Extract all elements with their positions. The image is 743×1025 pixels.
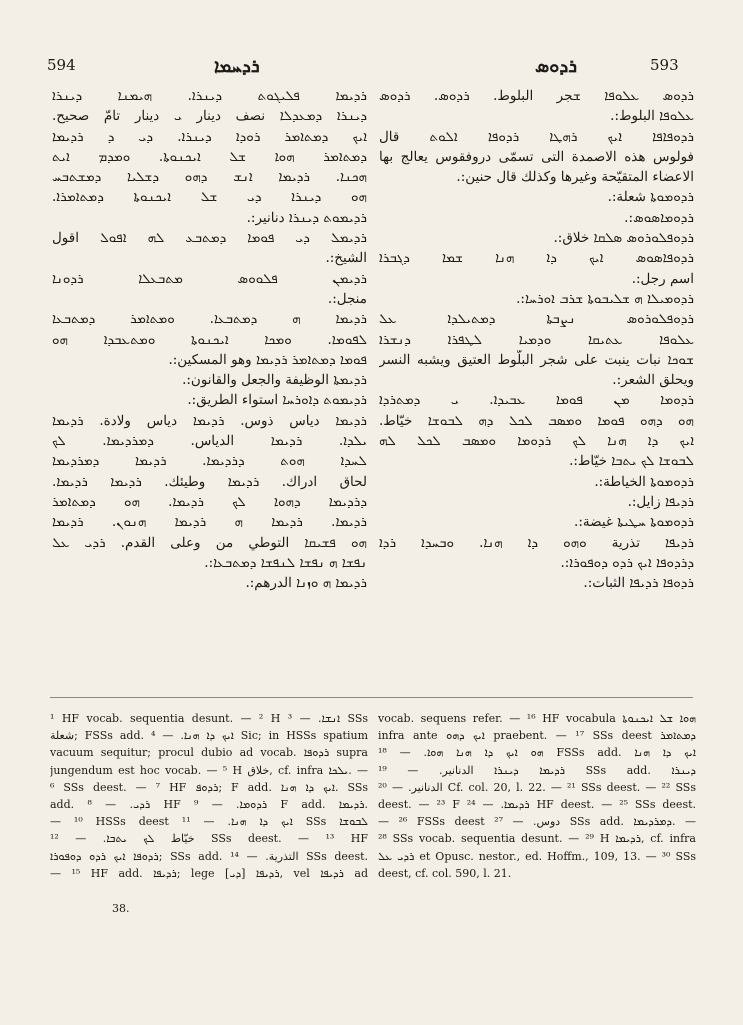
footnote-line: ܪܕܘܦܐ ܐܝܟ ܪܕܘ ܕܘܦܘܪܐ; SSs add. التذرية. — ¹⁴ SSs deest. [50, 849, 368, 863]
footnote-line: jungendum est hoc vocab. — ⁵ H خلاق, cf. infra ܝܠܟܐ. — [50, 763, 368, 777]
text-line: ܪܕܝܡܠ ܕܝ ܦܘܡܐ ܕܡܬܒܥ ܠܗ ܐܦܘܠ اقول [52, 230, 367, 247]
text-line: ܠܚܕܐ ܗܘܬ ܕܪܕܝܡܐ. ܪܕܝܡܐ ܕܡܪܕܝܡܐ [52, 453, 367, 470]
text-line: ܥܠܘܦܐ ܥܬܝܩܐ ܘܕܡܝܐ ܠܛܦܪܐ ܕܢܫܪܐ [379, 331, 694, 348]
text-line: ܐܝܟ ܕܐ ܗܢܐ ܠܟ ܪܕܘܡܐ ܘܡܣܒ ܠܟܠ ܠܗ [379, 433, 694, 450]
text-line: ܪܕܘܡܐܣܘܣ:. [624, 209, 694, 226]
running-title-left: ܪܕܚܡܐ [214, 56, 260, 77]
footnote-line: خيّاط ܠܟ ܝܬܒܐ. — ¹² SSs deest. — ¹³ HF [50, 832, 368, 846]
text-line: ܪܕܘܦܐܣܘܣ ܐܝܟ ܕܐ ܗܢܐ ܫܡܐ ܕܓܒܪܐ [379, 250, 694, 267]
text-line: ܪܕܝܡܐ ܦܠܝܓܘܬ ܕܝܢܪܐ. ܗܝܡܢܐ ܕܝܢܪܐ [52, 88, 367, 104]
text-line: ܪܕܘܦܠܘܪܘܣ ܢܨܒܬܐ ܕܡܬܝܠܕܐ ܥܠ [379, 311, 694, 328]
footnote-line: infra ante ܐܝܟ ܕܗܘ praebent. — ¹⁷ SSs deest ܕܡܬܐܡܪ [378, 729, 696, 743]
footnote-line: ¹ HF vocab. sequentia desunt. — ² H ܐܢܫܐ. — ³ SSs [50, 712, 368, 725]
text-line: الشيخ:. [325, 250, 367, 267]
text-line: ܐܝܟ ܕܡܬܐܡܪ ܪܘܕܐ ܕܝܢܪܐ. ܕܝ ܕ ܪܕܝܡܐ [52, 128, 367, 145]
text-line: ܠܒܘܫܐ ܠܟ ܝܬܒܐ خيّاط:. [569, 453, 694, 470]
text-line: ܪܕܝܡܐ ܗ ܕܡܬܒܥܐ. ܘܡܬܐܡܪ ܕܡܬܒܥܐ [52, 311, 367, 328]
text-line: ܝܠܕܐ. ܪܕܝܡܐ الدياس. ܕܡܪܕܝܡܐ. ܠܟ [52, 433, 367, 450]
footnote-line: — ²⁶ FSSs deest دوس. — ²⁷ SSs add. ܕܡܪܕܝܡܐ. — [378, 815, 696, 829]
footnote-line: شعلة; FSSs add. ܐܝܟ ܕܐ ܗܢܐ. — ⁴ Sic; in HSSs spatium [50, 729, 368, 743]
text-line: ويحلق الشعر:. [612, 372, 694, 389]
text-line: اسم رجل:. [631, 270, 694, 287]
footnote-divider [50, 697, 693, 698]
text-line: ܪܕܝܡܘܬ ܕܐܘܪܚܐ استواء الطريق:. [187, 392, 367, 409]
text-line: ܕܝܢܪܐ ܕܡܥܕܠܐ نصف دينار ܝ دينار تامّ صحيح. [52, 108, 367, 125]
text-line: الاعضاء المتقيّحة وغيرها وكذلك قال حنين:. [456, 169, 694, 186]
text-line: ܪܕܝܦܐ تذرية ܘܗܘ ܕܐ ܗܢܐ. ܘܒܚܕܐ ܪܕܐ [379, 534, 694, 551]
text-line: ܪܕܘܦܠܘܪܘܣ ܣܠܩܐ خلاق:. [553, 230, 694, 247]
text-line: ܕܪܕܝܡܐ ܕܗܘܐ ܠܟ ܪܕܝܡܐ. ܗܘ ܕܡܬܐܡܪ [52, 493, 367, 510]
text-line: ܪܕܘܡܐ ܡܢ ܦܘܡܐ ܥܒܝܕܐ. ܝ ܕܡܬܪܕܐ [379, 392, 694, 409]
text-line: ܫܘܟܐ نبات ينبت على شجر البلّوط العتيق ويشبه النسر [379, 351, 694, 368]
footnote-line: — ¹⁰ HSSs deest ܐܝܟ ܕܐ ܗܢܐ. — ¹¹ SSs ܠܒܘܫܐ [50, 815, 368, 829]
text-line: لحاق ادراك. ܪܕܝܡܐ وطيئك. ܪܕܝܡܐ ܪܕܝܡܐ. [52, 473, 367, 490]
left-text-column [52, 86, 367, 593]
text-line: ܪܕܘܡܘܬܐ ܚܛܝܬܐ غيضة:. [574, 514, 694, 531]
footnote-line: vocab. sequens refer. — ¹⁶ HF vocabula ܗܘܐ ܫܠ ܐܝܟܢܘܬܐ [378, 712, 696, 725]
footnote-line: ²⁸ SSs vocab. sequentia desunt. — ²⁹ H ܪܕܝܡܐ, cf. infra [378, 832, 696, 846]
text-line: ܗܘ ܕܗܘ ܦܘܡܐ ܘܡܣܒ ܠܟܠ ܕܗ ܠܒܘܫܐ خيّاط. [379, 412, 694, 429]
footnote-line: ⁶ SSs deest. — ⁷ HF ܪܕܘܦ; F add. ܐܝܟ ܕܐ ܗܢܐ. SSs [50, 780, 368, 794]
footnote-line: ܪܕܝ ܥܠ et Opusc. nestor., ed. Hoffm., 109, 13. — ³⁰ SSs [378, 849, 696, 863]
footnotes-right [378, 710, 696, 882]
text-line: منجل:. [327, 290, 367, 307]
text-line: ܗܘ ܦܫܝܩܐ التوطي من وعلى القدم. ܪܕܝ ܥܠ [52, 534, 367, 551]
text-line: ܦܘܡܐ ܕܡܬܐܡܪ ܪܕܝܡܐ وهو المسكين:. [168, 351, 367, 368]
footnote-line: ܪܕܝܡܐ ܕܝܢܪܐ الدنانير. — ¹⁹ SSs add. ܕܝܢܪܐ [378, 763, 696, 777]
text-line: ܪܕܝܡܬܐ الوظيفة والجعل والقانون:. [182, 372, 367, 389]
text-line: ܪܕܝܡܢ ܦܠܘܘܣ ܡܬܒܥܠܐ ܪܕܘܢܐ [52, 270, 367, 287]
text-line: ܪܕܝܡܐ دياس ذوس. ܪܕܝܡܐ دياس ولادة. ܪܕܝܡܐ [52, 412, 367, 429]
text-line: ܪܕܘܦܐܦܐ ܐܝܟ ܪܗܛܐ ܪܕܘܦܐ ܐܠܘܬ قال [379, 128, 694, 145]
text-line: ܪܕܝܡܘܬ ܕܝܢܪܐ دنانير:. [246, 209, 367, 226]
text-line: ܪܕܘܡܘܬܐ الخياطة:. [594, 473, 694, 490]
footnote-line: vacuum sequitur; procul dubio ad vocab. ܪܕܘܦܐ supra [50, 746, 368, 760]
text-line: ܪܕܝܡܐ. ܪܕܝܡܐ ܗ ܪܕܝܡܐ ܗܢܘܢ. ܪܕܝܡܐ [52, 514, 367, 531]
text-line: ܗܟܢܐ. ܪܕܝܡܐ ܐܢܫ ܕܗܘ ܕܫܠܝܐ ܕܡܫܬܒܚ [52, 169, 367, 186]
signature-mark: 38. [112, 902, 130, 915]
footnote-line: — ¹⁵ HF add. ܪܕܝܦܐ; lege ܪܕܝܦܐ [ܕܝ], vel ܪܕܝܦܐ ad [50, 866, 368, 880]
text-line: ܪܕܘܦܐ ܪܕܝܦܐ الثبات:. [583, 575, 694, 592]
footnote-line: add. ܪܕܝ. — ⁸ HF ܪܕܘܡܐ. — ⁹ F add. ܪܕܝܡܐ. [50, 797, 368, 811]
text-line: ܕܡܬܐܡܪ ܗܘܐ ܫܠ ܐܝܟܢܘܬܐ. ܘܡܕܡ ܐܝܬ [52, 148, 367, 165]
text-line: ܪܕܝܦܐ زايل:. [627, 493, 694, 510]
text-line: ܪܕܘܡܝܠܐ ܗ ܫܠܝܒܘܬܐ ܫܪܒ ܐܘܪܚܐ:. [516, 290, 694, 307]
page-number-right: 593 [650, 56, 679, 74]
footnote-line: deest. — ²³ F ܪܕܝܡܐ. — ²⁴ HF deest. — ²⁵ SSs deest. [378, 797, 696, 811]
text-line: ܪܕܘܣ ܥܠܘܦܐ ܫجر البلوط. ܪܕܘܣ. ܪܕܘܣ [379, 88, 694, 104]
text-line: ܕܪܕܘܦܐ ܐܝܟ ܪܕܘ ܕܘܦܘܪܐ:. [560, 554, 694, 571]
footnotes-left [50, 710, 368, 882]
text-line: ܗܘ ܕܝܢܪܐ ܕܝ ܫܠ ܐܝܟܢܘܬܐ ܕܡܬܐܡܪܐ. [52, 189, 367, 206]
text-line: فولوس هذه الاصمدة التى تسمّى دروفقوس يعالج بها [379, 148, 694, 165]
running-title-right: ܪܕܘܣ [535, 56, 577, 77]
footnote-line: ܗܘ ܐܝܟ ܕܐ ܗܢܐ ܗܘܐ. — ¹⁸ FSSs add. ܐܝܟ ܕܐ ܗܢܐ [378, 746, 696, 760]
text-line: ܠܦܘܡܐ. ܘܡܟܐ ܐܝܟܢܘܬܐ ܘܡܬܥܒܕܐ ܗܘ [52, 331, 367, 348]
text-line: ܪܕܝܡܐ ܗ ܘܙܢܐ الدرهم:. [245, 575, 367, 592]
footnote-line: الدنانير. — ²⁰ Cf. col. 20, l. 22. — ²¹ SSs deest. — ²² SSs [378, 780, 696, 794]
text-line: ܢܦܫܐ ܗ ܢܦܫܐ ܠܢܦܫܐ ܕܡܬܒܥܐ:. [204, 554, 367, 571]
right-text-column [379, 86, 694, 593]
text-line: ܥܠܘܦܐ البلوط:. [610, 108, 694, 125]
page-number-left: 594 [47, 56, 76, 74]
footnote-line: deest, cf. col. 590, l. 21. [378, 866, 512, 880]
text-line: ܪܕܘܡܘܬܐ شعلة:. [607, 189, 694, 206]
